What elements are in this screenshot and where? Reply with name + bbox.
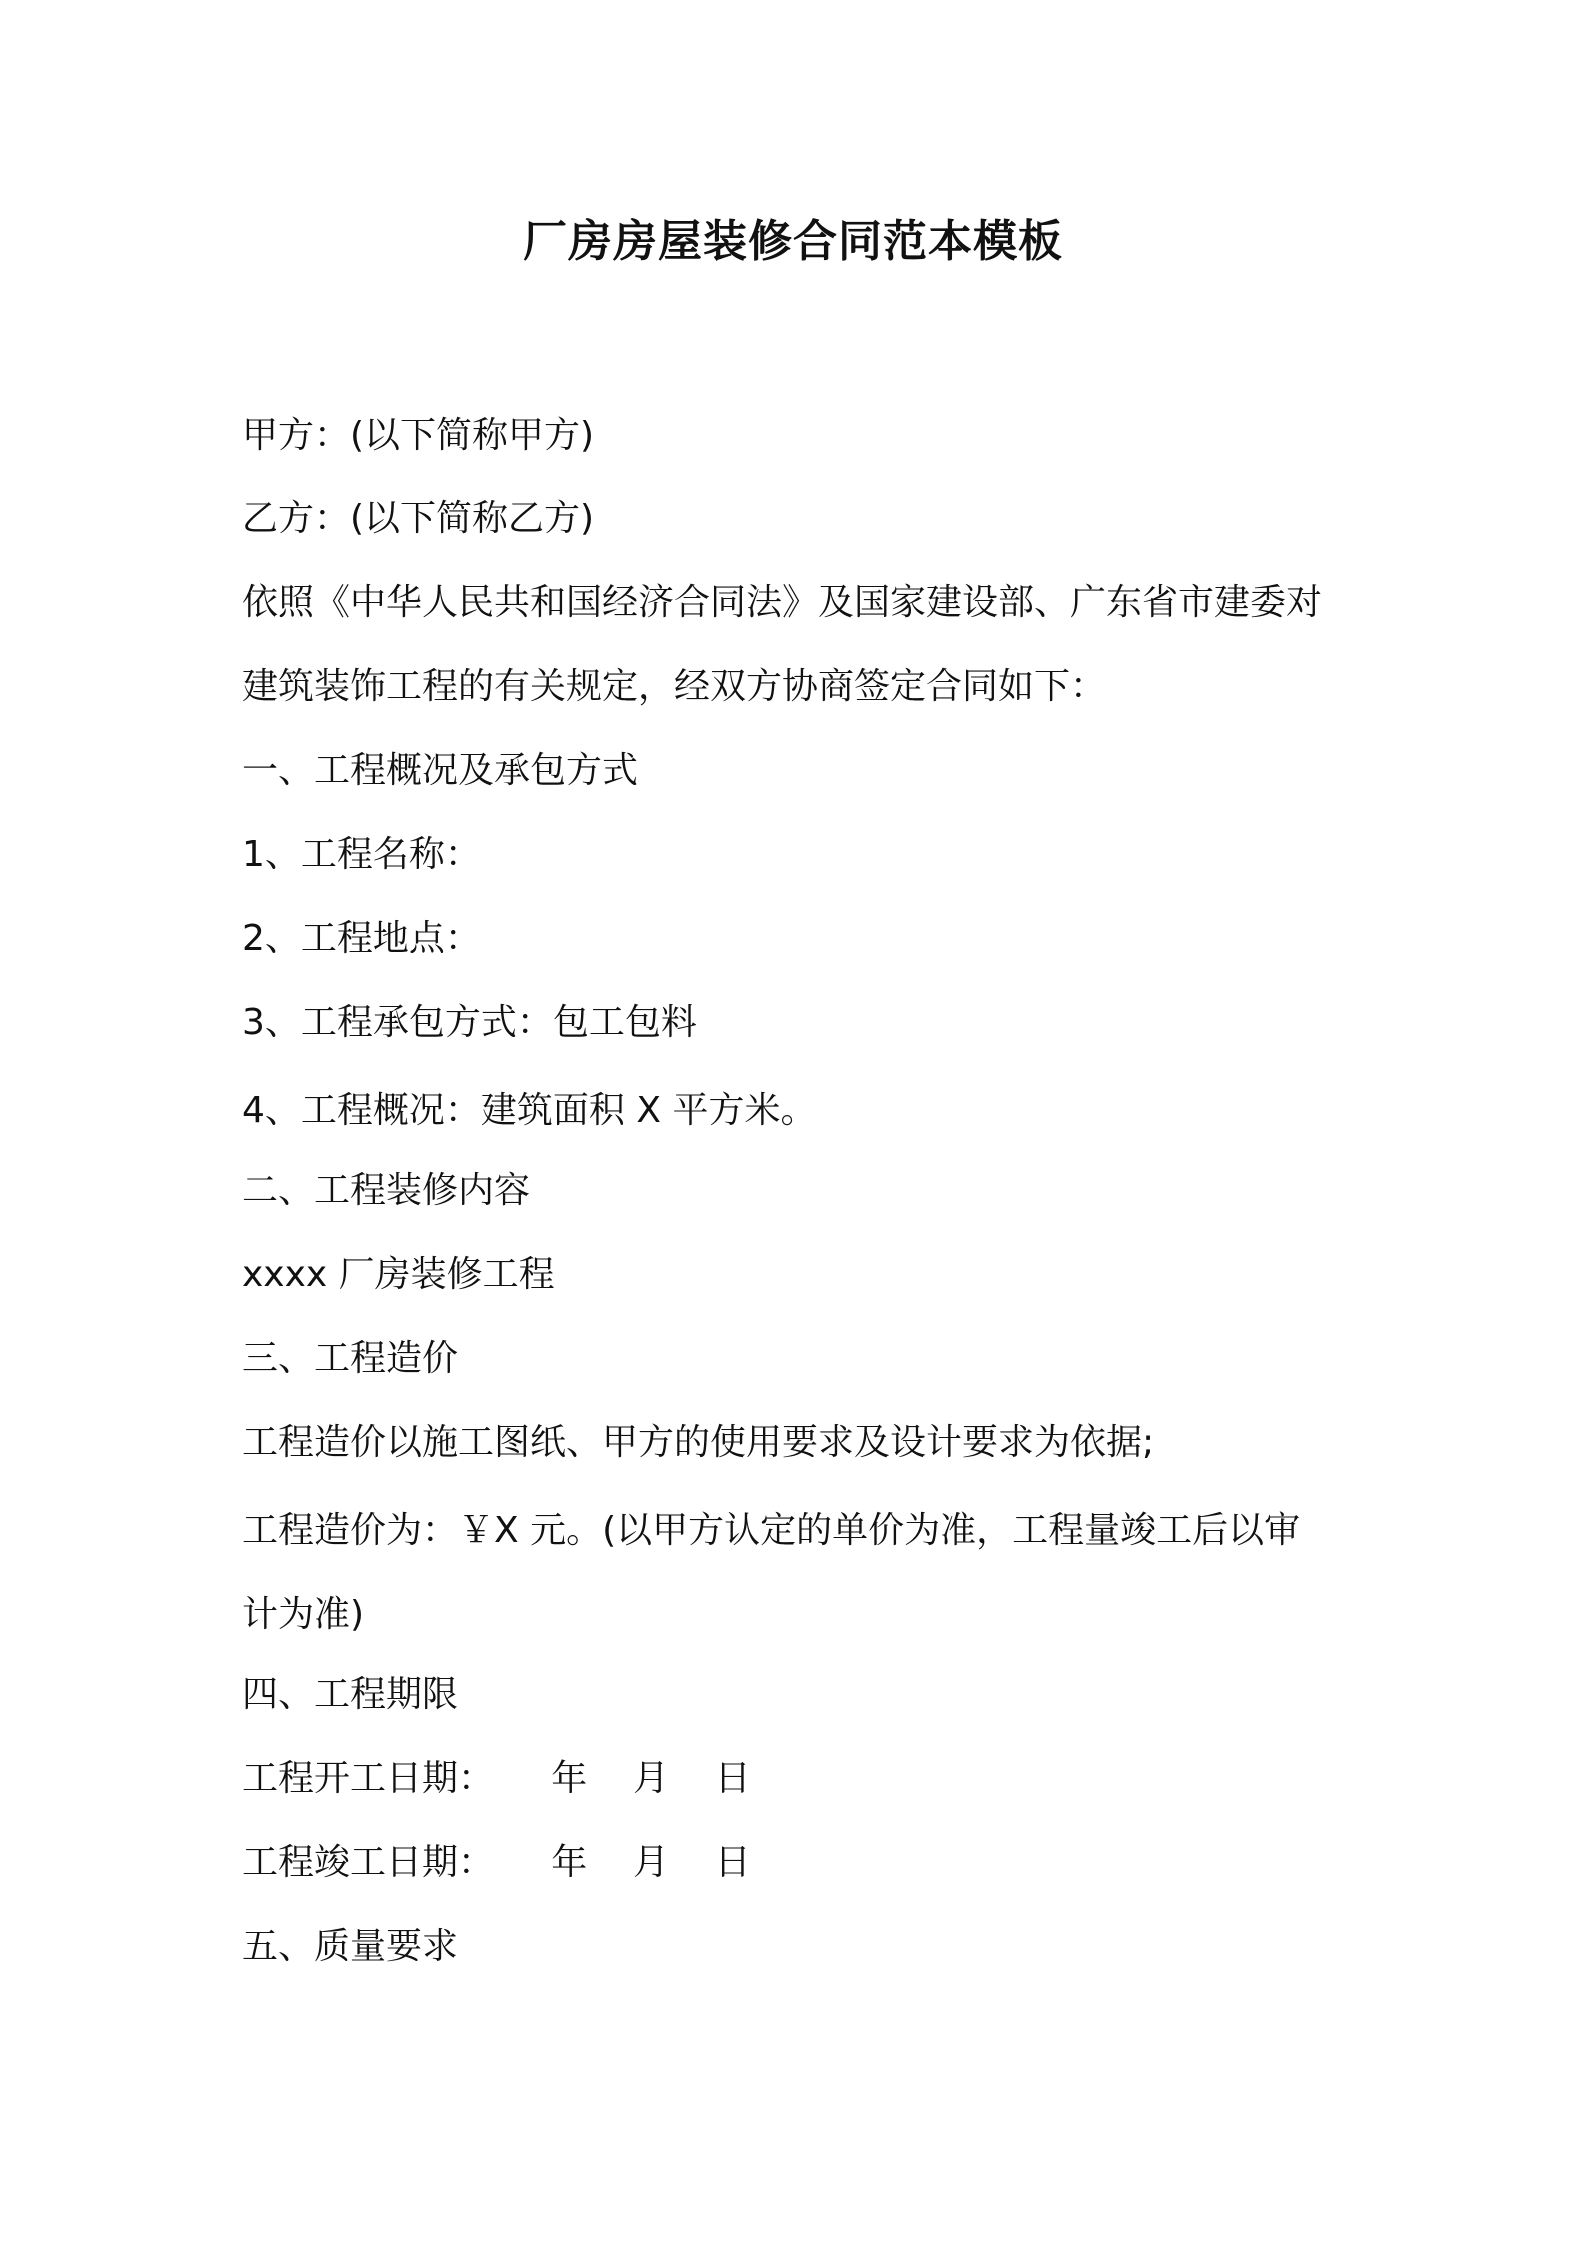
section-heading-3: 三、工程造价 — [242, 1338, 459, 1379]
clause-project-overview: 4、工程概况：建筑面积 X 平方米。 — [242, 1090, 817, 1131]
clause-contract-method: 3、工程承包方式：包工包料 — [242, 1002, 697, 1043]
section-heading-2: 二、工程装修内容 — [242, 1170, 531, 1211]
preamble-line-1: 依照《中华人民共和国经济合同法》及国家建设部、广东省市建委对 — [242, 582, 1323, 623]
party-a-line: 甲方：(以下简称甲方) — [242, 415, 595, 456]
page-title: 厂房房屋装修合同范本模板 — [523, 216, 1063, 267]
start-date-line: 工程开工日期： 年 月 日 — [242, 1758, 751, 1799]
completion-date-line: 工程竣工日期： 年 月 日 — [242, 1842, 751, 1883]
section-heading-5: 五、质量要求 — [242, 1926, 459, 1967]
party-b-line: 乙方：(以下简称乙方) — [242, 498, 595, 539]
clause-project-name: 1、工程名称： — [242, 834, 481, 875]
clause-project-location: 2、工程地点： — [242, 918, 481, 959]
project-content-line: xxxx 厂房装修工程 — [242, 1254, 555, 1295]
preamble-line-2: 建筑装饰工程的有关规定，经双方协商签定合同如下： — [242, 666, 1107, 707]
cost-basis-line: 工程造价以施工图纸、甲方的使用要求及设计要求为依据; — [242, 1422, 1155, 1463]
cost-amount-line-2: 计为准) — [242, 1594, 365, 1635]
cost-amount-line-1: 工程造价为：￥X 元。(以甲方认定的单价为准，工程量竣工后以审 — [242, 1510, 1301, 1551]
section-heading-1: 一、工程概况及承包方式 — [242, 750, 639, 791]
section-heading-4: 四、工程期限 — [242, 1674, 459, 1715]
